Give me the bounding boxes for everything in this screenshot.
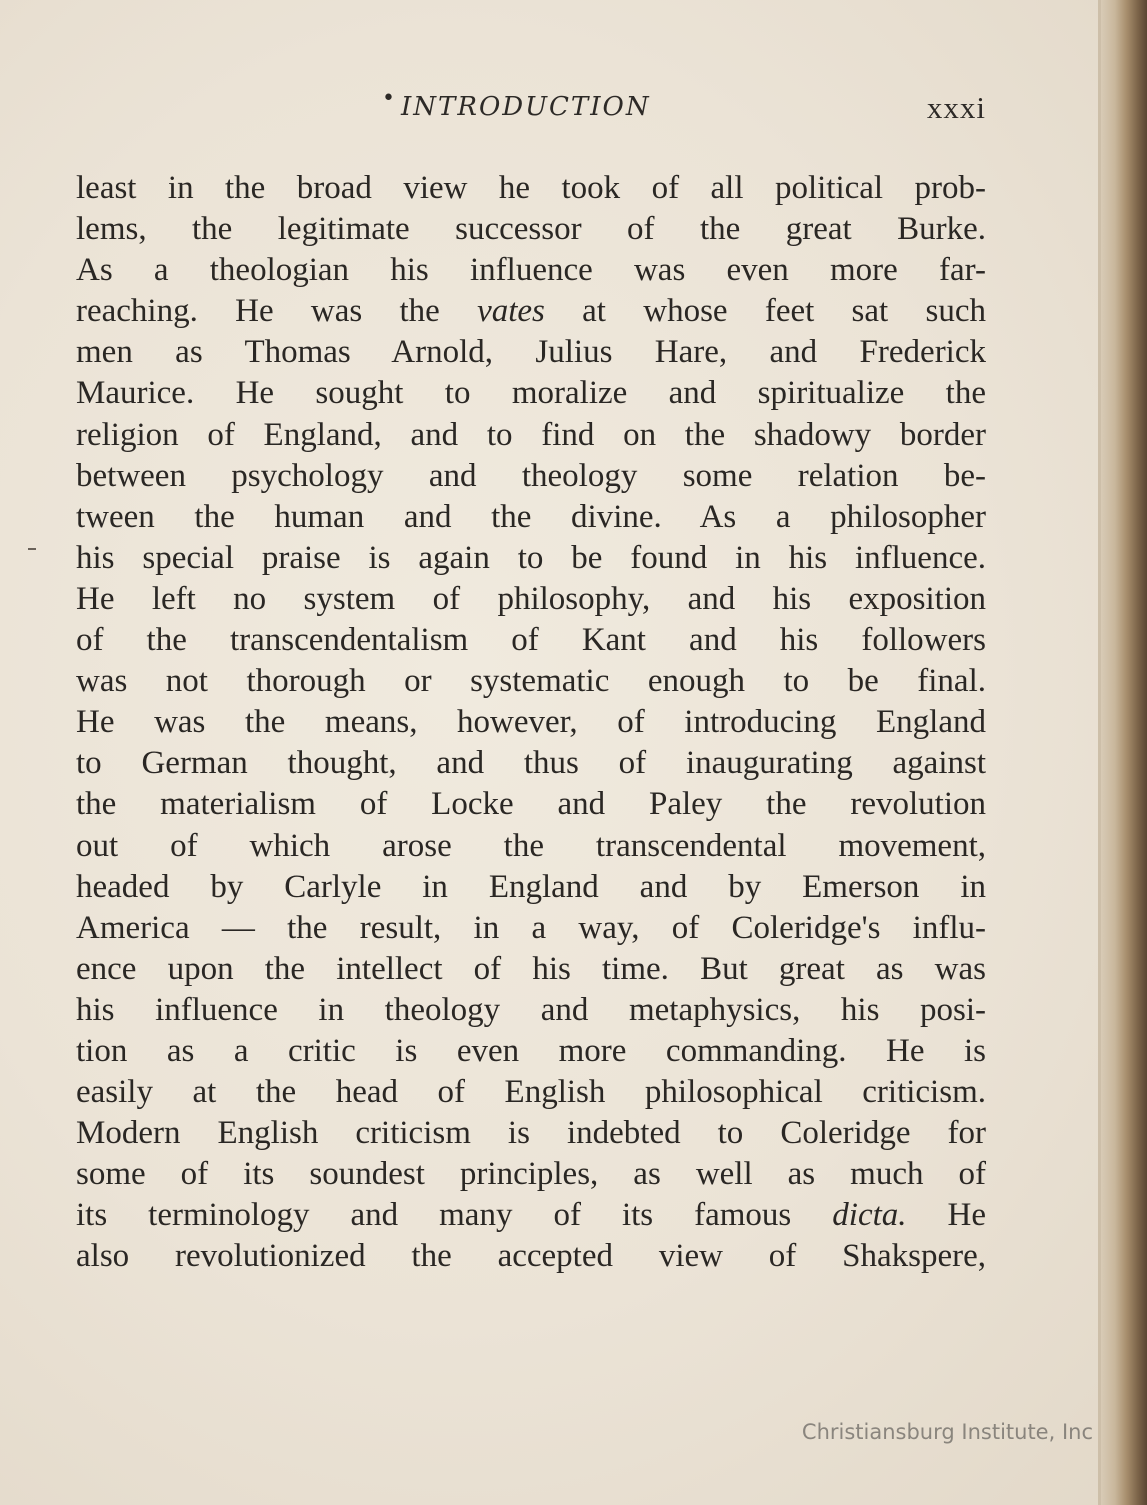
text-segment: to German thought, and thus of inaugurating against bbox=[76, 745, 986, 782]
text-segment: He was the means, however, of introducing England bbox=[76, 704, 986, 741]
text-line bbox=[76, 908, 986, 949]
text-line bbox=[76, 949, 986, 990]
text-segment: He bbox=[906, 1197, 986, 1234]
text-segment: Modern English criticism is indebted to Coleridge for bbox=[76, 1115, 986, 1152]
running-head bbox=[76, 88, 986, 132]
text-line bbox=[76, 990, 986, 1031]
text-line bbox=[76, 538, 986, 579]
text-segment: religion of England, and to find on the shadowy border bbox=[76, 416, 986, 453]
text-line bbox=[76, 1113, 986, 1154]
text-line bbox=[76, 456, 986, 497]
running-head-title: INTRODUCTION bbox=[401, 92, 651, 122]
text-line bbox=[76, 209, 986, 250]
text-segment: out of which arose the transcendental movement, bbox=[76, 827, 986, 864]
text-line bbox=[76, 702, 986, 743]
body-text bbox=[76, 168, 986, 1278]
text-segment: was not thorough or systematic enough to be final. bbox=[76, 663, 986, 700]
text-segment: headed by Carlyle in England and by Emerson in bbox=[76, 868, 986, 905]
page-edge-shadow bbox=[1101, 0, 1147, 1505]
text-line bbox=[76, 1072, 986, 1113]
text-segment: least in the broad view he took of all political prob- bbox=[76, 170, 986, 206]
text-line bbox=[76, 168, 986, 209]
page-number: xxxi bbox=[926, 90, 986, 125]
text-line bbox=[76, 497, 986, 538]
text-line bbox=[76, 373, 986, 414]
text-line bbox=[76, 332, 986, 373]
text-line bbox=[76, 291, 986, 332]
text-segment: tion as a critic is even more commanding. He is bbox=[76, 1032, 986, 1069]
text-line bbox=[76, 415, 986, 456]
text-line bbox=[76, 867, 986, 908]
text-segment: also revolutionized the accepted view of Shakspere, bbox=[76, 1238, 986, 1275]
text-segment: Maurice. He sought to moralize and spiritualize the bbox=[76, 375, 986, 412]
text-segment: reaching. He was the bbox=[76, 293, 478, 330]
text-segment: between psychology and theology some relation be- bbox=[76, 457, 986, 494]
text-line bbox=[76, 784, 986, 825]
margin-speck bbox=[28, 548, 36, 550]
text-segment: at whose feet sat such bbox=[544, 293, 986, 330]
text-segment: his special praise is again to be found in his influence. bbox=[76, 539, 986, 576]
text-line bbox=[76, 1154, 986, 1195]
text-line bbox=[76, 661, 986, 702]
watermark: Christiansburg Institute, Inc bbox=[801, 1420, 1093, 1444]
text-segment: lems, the legitimate successor of the great Burke. bbox=[76, 211, 986, 248]
text-segment: some of its soundest principles, as well as much of bbox=[76, 1156, 986, 1193]
text-segment: As a theologian his influence was even more far- bbox=[76, 252, 986, 289]
text-segment: of the transcendentalism of Kant and his followers bbox=[76, 622, 986, 659]
text-line bbox=[76, 826, 986, 867]
text-segment: easily at the head of English philosophical criticism. bbox=[76, 1074, 986, 1111]
text-segment: men as Thomas Arnold, Julius Hare, and Frederick bbox=[76, 334, 986, 371]
text-line bbox=[76, 1031, 986, 1072]
text-segment: tween the human and the divine. As a philosopher bbox=[76, 498, 986, 535]
text-segment: He left no system of philosophy, and his exposition bbox=[76, 580, 986, 617]
text-segment: the materialism of Locke and Paley the revolution bbox=[76, 786, 986, 823]
text-segment: ence upon the intellect of his time. But great as was bbox=[76, 950, 986, 987]
text-line bbox=[76, 620, 986, 661]
text-segment: America — the result, in a way, of Coleridge's influ- bbox=[76, 909, 986, 946]
text-segment: his influence in theology and metaphysics, his posi- bbox=[76, 991, 986, 1028]
running-head-dot: • bbox=[382, 86, 395, 111]
text-line bbox=[76, 250, 986, 291]
text-segment: its terminology and many of its famous bbox=[76, 1197, 833, 1234]
text-line bbox=[76, 579, 986, 620]
text-line bbox=[76, 743, 986, 784]
italic-text: vates bbox=[477, 293, 545, 330]
text-line bbox=[76, 1195, 986, 1236]
italic-text: dicta. bbox=[832, 1197, 907, 1234]
text-line bbox=[76, 1236, 986, 1277]
